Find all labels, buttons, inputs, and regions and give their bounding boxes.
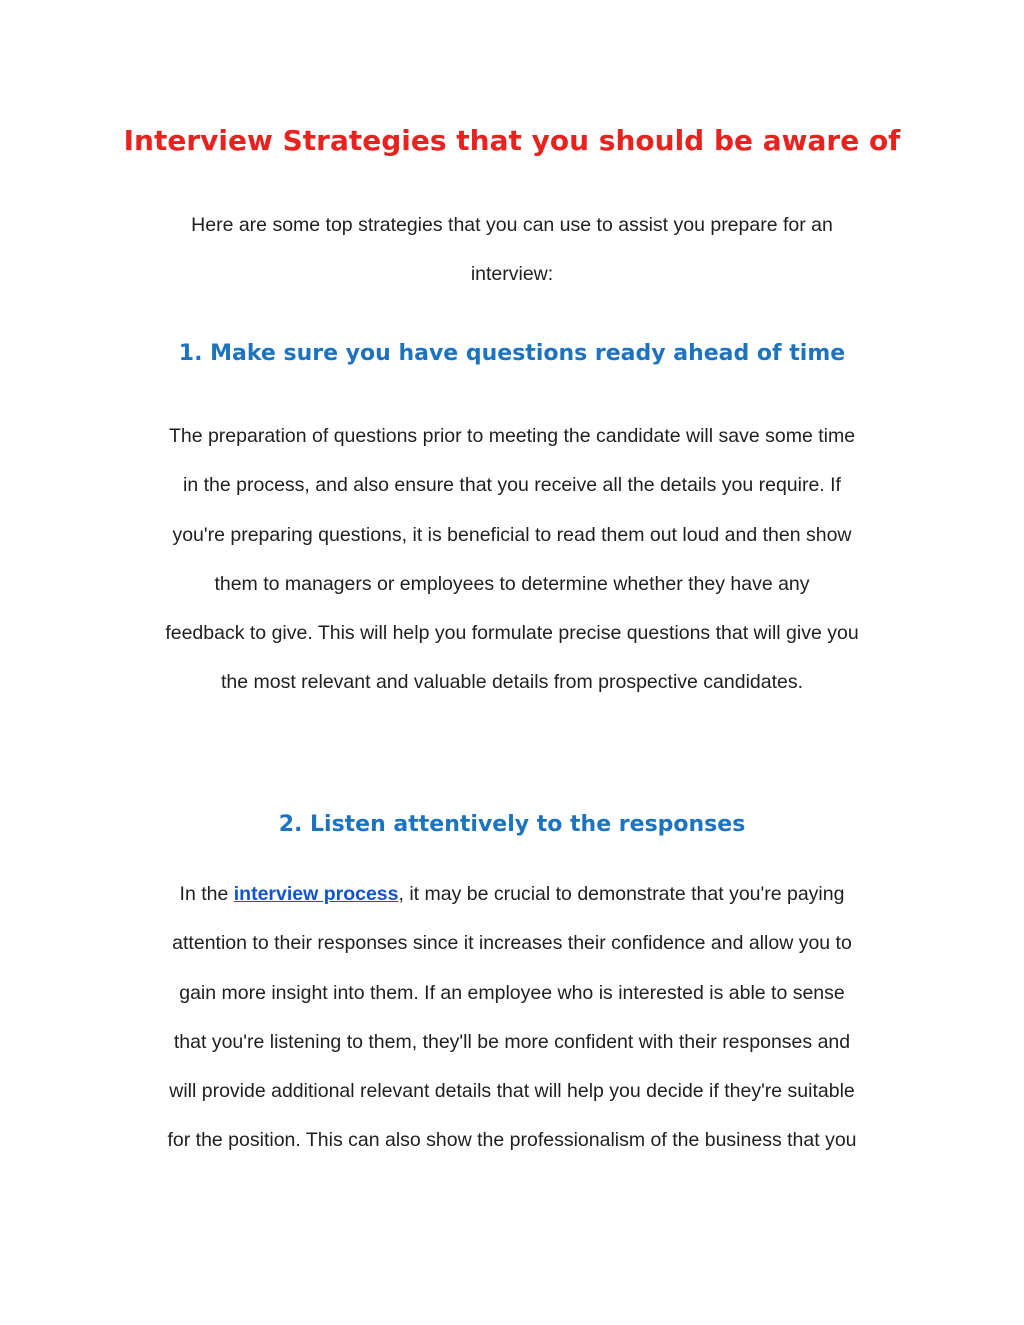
- section-2-line: for the position. This can also show the professionalism of the business that you: [167, 1129, 857, 1152]
- section-1-line: in the process, and also ensure that you receive all the details you require. If: [183, 474, 841, 497]
- section-2-text-before-link: In the: [179, 883, 234, 905]
- section-1-heading: 1. Make sure you have questions ready ahead of time: [178, 341, 846, 366]
- section-2-line: attention to their responses since it increases their confidence and allow you to: [172, 932, 852, 955]
- section-1-paragraph: [80, 412, 944, 708]
- section-2-line: that you're listening to them, they'll be more confident with their responses and: [173, 1030, 851, 1053]
- section-1-line: you're preparing questions, it is beneficial to read them out loud and then show: [172, 523, 852, 546]
- intro-paragraph: [80, 201, 944, 300]
- intro-line: interview:: [470, 263, 554, 286]
- section-1-line: them to managers or employees to determine whether they have any: [214, 572, 810, 595]
- intro-line: Here are some top strategies that you can use to assist you prepare for an: [191, 214, 833, 236]
- section-2-line: gain more insight into them. If an employee who is interested is able to sense: [179, 981, 845, 1004]
- section-1-line: the most relevant and valuable details from prospective candidates.: [220, 671, 804, 694]
- section-2-paragraph: [80, 870, 944, 1166]
- page-title: Interview Strategies that you should be aware of: [123, 124, 901, 157]
- section-2-line: will provide additional relevant details that will help you decide if they're suitable: [169, 1080, 855, 1103]
- section-2-heading: 2. Listen attentively to the responses: [278, 812, 746, 837]
- section-2-first-line: [80, 870, 944, 919]
- section-2-text-after-link: , it may be crucial to demonstrate that you're paying: [398, 883, 845, 905]
- section-1-line: The preparation of questions prior to meeting the candidate will save some time: [168, 425, 856, 447]
- section-1-line: feedback to give. This will help you formulate precise questions that will give you: [165, 622, 859, 645]
- interview-process-link[interactable]: interview process: [233, 883, 399, 905]
